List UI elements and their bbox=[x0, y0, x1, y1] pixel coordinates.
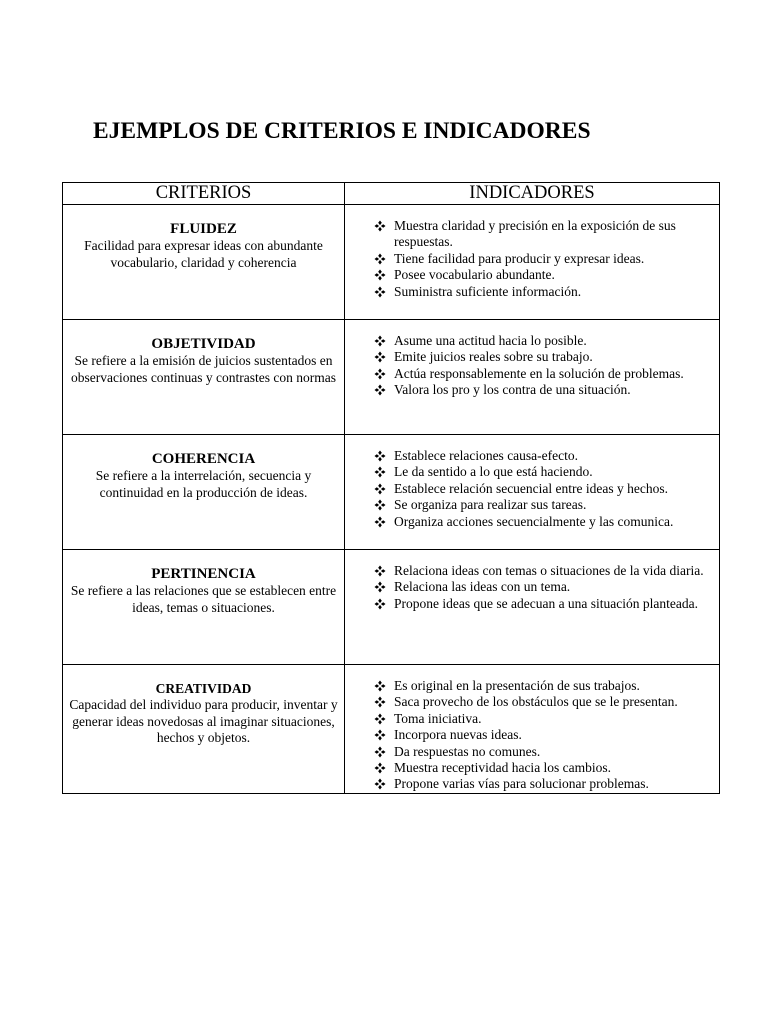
indicator-text: Muestra claridad y precisión en la exposición de sus respuestas. bbox=[394, 218, 676, 250]
four-diamond-bullet-icon bbox=[374, 351, 386, 363]
criterio-description: Se refiere a la interrelación, secuencia y continuidad en la producción de ideas. bbox=[95, 468, 312, 500]
table-row-creatividad bbox=[63, 665, 720, 794]
four-diamond-bullet-icon bbox=[374, 762, 386, 774]
criterio-name: PERTINENCIA bbox=[151, 566, 256, 582]
indicator-text: Le da sentido a lo que está haciendo. bbox=[394, 464, 593, 480]
four-diamond-bullet-icon bbox=[374, 516, 386, 528]
indicator-text: Establece relaciones causa-efecto. bbox=[394, 448, 579, 463]
criterio-name: OBJETIVIDAD bbox=[151, 336, 256, 352]
four-diamond-bullet-icon bbox=[374, 450, 386, 462]
criterio-description: Capacidad del individuo para producir, inventar y generar ideas novedosas al imaginar situaciones, hechos y objetos. bbox=[69, 697, 338, 745]
indicador-list bbox=[374, 563, 715, 612]
list-item bbox=[374, 218, 715, 251]
list-item bbox=[374, 514, 715, 530]
indicator-text: Relaciona las ideas con un tema. bbox=[394, 579, 571, 595]
four-diamond-bullet-icon bbox=[374, 778, 386, 790]
four-diamond-bullet-icon bbox=[374, 384, 386, 396]
indicator-text: Propone ideas que se adecuan a una situación planteada. bbox=[394, 595, 699, 611]
list-item bbox=[374, 694, 715, 710]
four-diamond-bullet-icon bbox=[374, 466, 386, 478]
page-title: EJEMPLOS DE CRITERIOS E INDICADORES bbox=[93, 118, 591, 144]
indicador-list bbox=[374, 678, 715, 793]
indicator-text: Establece relación secuencial entre ideas y hechos. bbox=[394, 480, 668, 496]
table-row-objetividad bbox=[63, 320, 720, 435]
four-diamond-bullet-icon bbox=[374, 581, 386, 593]
four-diamond-bullet-icon bbox=[374, 565, 386, 577]
list-item bbox=[374, 333, 715, 349]
indicador-cell bbox=[345, 435, 720, 550]
four-diamond-bullet-icon bbox=[374, 286, 386, 298]
list-item bbox=[374, 596, 715, 612]
indicador-cell bbox=[345, 550, 720, 665]
indicator-text: Es original en la presentación de sus trabajos. bbox=[394, 678, 640, 693]
list-item bbox=[374, 481, 715, 497]
indicador-cell bbox=[345, 205, 720, 320]
indicator-text: Muestra receptividad hacia los cambios. bbox=[394, 760, 612, 776]
list-item bbox=[374, 497, 715, 513]
criterio-cell bbox=[63, 205, 345, 320]
criterio-cell bbox=[63, 435, 345, 550]
list-item bbox=[374, 678, 715, 694]
criterio-description: Se refiere a las relaciones que se establecen entre ideas, temas o situaciones. bbox=[70, 583, 337, 615]
list-item bbox=[374, 448, 715, 464]
four-diamond-bullet-icon bbox=[374, 335, 386, 347]
indicador-cell bbox=[345, 320, 720, 435]
table-row-coherencia bbox=[63, 435, 720, 550]
criterio-name: CREATIVIDAD bbox=[155, 681, 252, 696]
criterio-description: Se refiere a la emisión de juicios sustentados en observaciones continuas y contrastes con normas bbox=[70, 353, 337, 385]
indicator-text: Incorpora nuevas ideas. bbox=[394, 727, 522, 743]
four-diamond-bullet-icon bbox=[374, 483, 386, 495]
indicator-text: Se organiza para realizar sus tareas. bbox=[394, 497, 587, 513]
four-diamond-bullet-icon bbox=[374, 729, 386, 741]
table-header-row bbox=[63, 183, 720, 205]
list-item bbox=[374, 382, 715, 398]
indicador-list bbox=[374, 448, 715, 530]
indicator-text: Posee vocabulario abundante. bbox=[394, 267, 555, 283]
criteria-indicators-table bbox=[62, 182, 720, 794]
indicator-text: Propone varias vías para solucionar problemas. bbox=[394, 776, 649, 792]
four-diamond-bullet-icon bbox=[374, 696, 386, 708]
criterio-name: COHERENCIA bbox=[151, 451, 256, 467]
indicator-text: Tiene facilidad para producir y expresar ideas. bbox=[394, 250, 645, 266]
list-item bbox=[374, 366, 715, 382]
criterio-cell bbox=[63, 320, 345, 435]
indicator-text: Organiza acciones secuencialmente y las comunica. bbox=[394, 513, 674, 529]
indicator-text: Asume una actitud hacia lo posible. bbox=[394, 333, 587, 348]
indicador-list bbox=[374, 333, 715, 399]
four-diamond-bullet-icon bbox=[374, 499, 386, 511]
indicator-text: Valora los pro y los contra de una situación. bbox=[394, 382, 631, 398]
list-item bbox=[374, 727, 715, 743]
list-item bbox=[374, 284, 715, 300]
list-item bbox=[374, 464, 715, 480]
indicator-text: Saca provecho de los obstáculos que se le presentan. bbox=[394, 694, 678, 710]
four-diamond-bullet-icon bbox=[374, 713, 386, 725]
indicator-text: Suministra suficiente información. bbox=[394, 283, 582, 299]
indicator-text: Relaciona ideas con temas o situaciones de la vida diaria. bbox=[394, 563, 704, 578]
indicator-text: Actúa responsablemente en la solución de problemas. bbox=[394, 365, 684, 381]
four-diamond-bullet-icon bbox=[374, 269, 386, 281]
list-item bbox=[374, 251, 715, 267]
four-diamond-bullet-icon bbox=[374, 680, 386, 692]
four-diamond-bullet-icon bbox=[374, 746, 386, 758]
table-row-pertinencia bbox=[63, 550, 720, 665]
four-diamond-bullet-icon bbox=[374, 368, 386, 380]
criterio-cell bbox=[63, 665, 345, 794]
list-item bbox=[374, 579, 715, 595]
list-item bbox=[374, 563, 715, 579]
four-diamond-bullet-icon bbox=[374, 253, 386, 265]
indicador-cell bbox=[345, 665, 720, 794]
list-item bbox=[374, 776, 715, 792]
criterio-cell bbox=[63, 550, 345, 665]
four-diamond-bullet-icon bbox=[374, 220, 386, 232]
criterio-name: FLUIDEZ bbox=[170, 221, 237, 237]
indicator-text: Toma iniciativa. bbox=[394, 710, 482, 726]
list-item bbox=[374, 349, 715, 365]
header-indicadores: INDICADORES bbox=[345, 183, 720, 205]
indicador-list bbox=[374, 218, 715, 300]
four-diamond-bullet-icon bbox=[374, 598, 386, 610]
table-row-fluidez bbox=[63, 205, 720, 320]
list-item bbox=[374, 267, 715, 283]
indicator-text: Da respuestas no comunes. bbox=[394, 743, 541, 759]
indicator-text: Emite juicios reales sobre su trabajo. bbox=[394, 349, 593, 365]
criterio-description: Facilidad para expresar ideas con abundante vocabulario, claridad y coherencia bbox=[84, 238, 323, 270]
header-criterios: CRITERIOS bbox=[63, 183, 345, 205]
list-item bbox=[374, 711, 715, 727]
list-item bbox=[374, 744, 715, 760]
list-item bbox=[374, 760, 715, 776]
